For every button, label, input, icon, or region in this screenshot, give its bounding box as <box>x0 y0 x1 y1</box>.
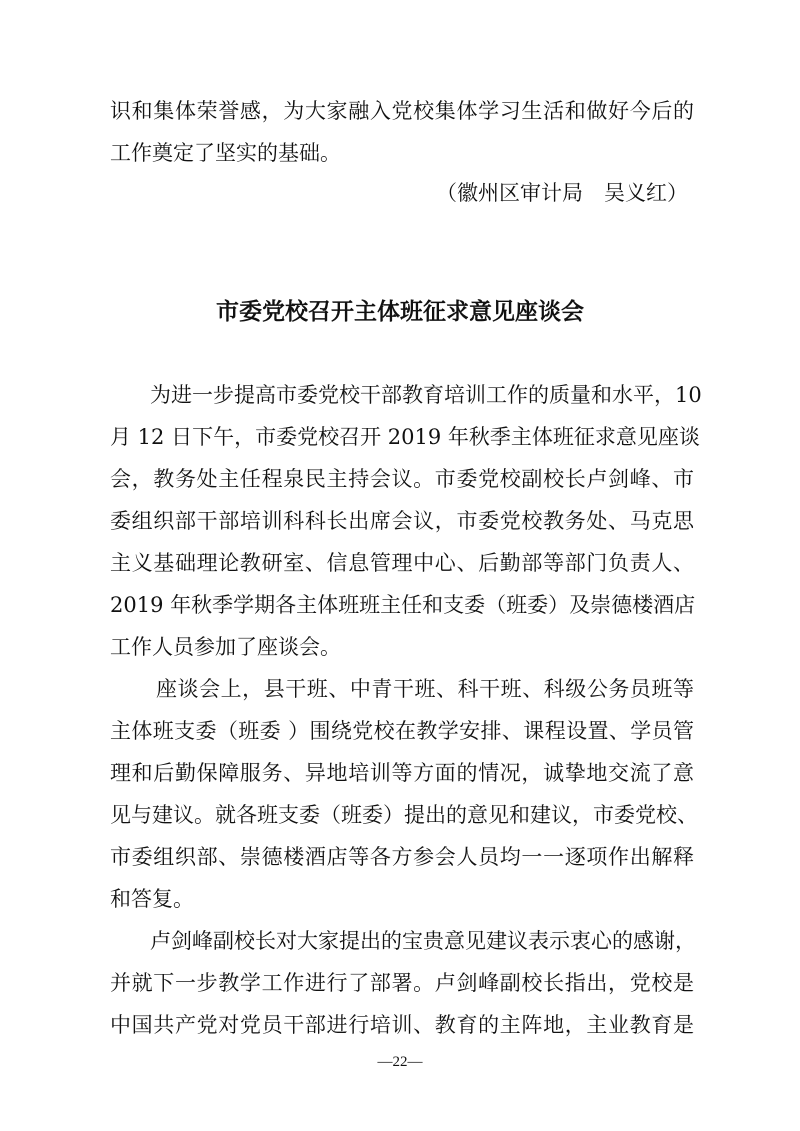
paragraph-line: 座谈会上，县干班、中青干班、科干班、科级公务员班等 <box>156 677 694 701</box>
paragraph-line: 工作人员参加了座谈会。 <box>110 635 341 659</box>
paragraph-line: 中国共产党对党员干部进行培训、教育的主阵地，主业教育是 <box>110 1013 694 1037</box>
paragraph-line: 卢剑峰副校长对大家提出的宝贵意见建议表示衷心的感谢， <box>150 929 696 953</box>
paragraph-line: 为进一步提高市委党校干部教育培训工作的质量和水平，10 <box>150 383 702 407</box>
paragraph-line: 并就下一步教学工作进行了部署。卢剑峰副校长指出，党校是 <box>110 971 694 995</box>
page-number: —22— <box>377 1054 423 1070</box>
paragraph-line: 2019 年秋季学期各主体班班主任和支委（班委）及崇德楼酒店 <box>110 593 696 617</box>
paragraph-line: 会，教务处主任程泉民主持会议。市委党校副校长卢剑峰、市 <box>110 467 694 491</box>
paragraph-line: 理和后勤保障服务、异地培训等方面的情况，诚挚地交流了意 <box>110 761 694 785</box>
author-signature: （徽州区审计局 吴义红） <box>436 181 688 205</box>
paragraph-line: 见与建议。就各班支委（班委）提出的意见和建议，市委党校、 <box>110 803 698 827</box>
paragraph-line: 市委组织部、崇德楼酒店等各方参会人员均一一逐项作出解释 <box>110 845 694 869</box>
intro-line: 识和集体荣誉感，为大家融入党校集体学习生活和做好今后的 <box>110 99 694 123</box>
article-title: 市委党校召开主体班征求意见座谈会 <box>216 299 584 325</box>
paragraph-line: 和答复。 <box>110 887 194 911</box>
paragraph-line: 主体班支委（班委 ）围绕党校在教学安排、课程设置、学员管 <box>110 719 694 743</box>
paragraph-line: 月 12 日下午，市委党校召开 2019 年秋季主体班征求意见座谈 <box>110 425 700 449</box>
paragraph-line: 主义基础理论教研室、信息管理中心、后勤部等部门负责人、 <box>110 551 694 575</box>
intro-line: 工作奠定了坚实的基础。 <box>110 141 341 165</box>
paragraph-line: 委组织部干部培训科科长出席会议，市委党校教务处、马克思 <box>110 509 694 533</box>
